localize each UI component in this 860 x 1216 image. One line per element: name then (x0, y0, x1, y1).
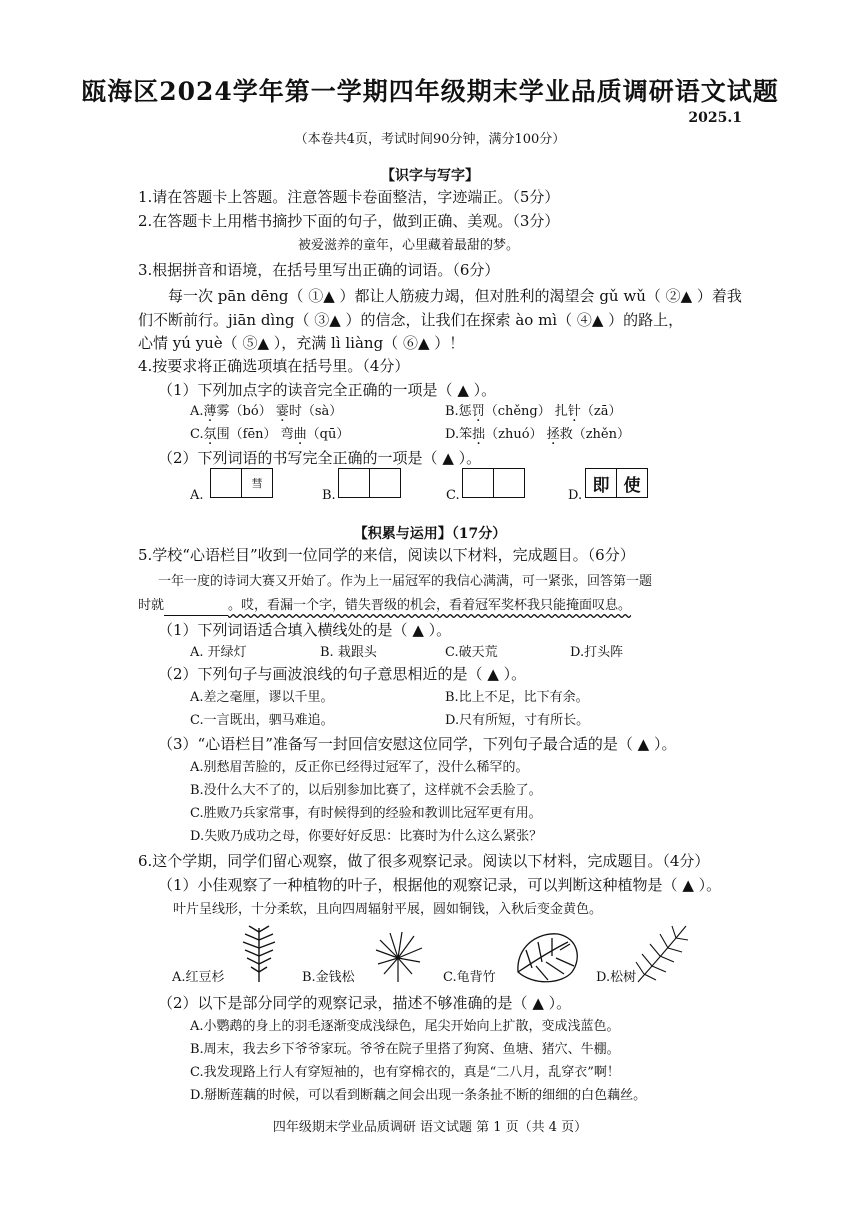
q4-1-option-c: C.氛围（fēn） 弯曲（qū） (190, 427, 350, 442)
box-cell: 彗 (251, 477, 263, 490)
q4-2-box-a (210, 468, 273, 498)
box-cell: 使 (623, 475, 641, 496)
fill-blank (164, 601, 228, 616)
box-cell (339, 469, 370, 497)
q6-1-option-c: C.龟背竹 (443, 970, 496, 985)
q4-2-label-b: B. (322, 488, 336, 503)
q5-2-option-a: A.差之毫厘，谬以千里。 (190, 690, 334, 705)
q6-1-option-d: D.松树 (596, 970, 637, 985)
q4-2-label-d: D. (568, 488, 583, 503)
q5-2-option-b: B.比上不足，比下有余。 (445, 690, 589, 705)
q4-2-box-d (585, 468, 648, 498)
question-4-2: （2）下列词语的书写完全正确的一项是（ ▲ ）。 (158, 449, 482, 467)
question-5: 5.学校“心语栏目”收到一位同学的来信，阅读以下材料，完成题目。（6分） (138, 546, 635, 564)
question-6-1: （1）小佳观察了一种植物的叶子，根据他的观察记录，可以判断这种植物是（ ▲ ）。 (158, 876, 722, 894)
q5-1-option-a: A. 开绿灯 (190, 645, 247, 660)
box-cell (211, 469, 242, 497)
question-2-sentence: 被爱滋养的童年，心里藏着最甜的梦。 (298, 238, 520, 253)
question-4: 4.按要求将正确选项填在括号里。（4分） (138, 357, 410, 375)
question-5-3: （3）“心语栏目”准备写一封回信安慰这位同学，下列句子最合适的是（ ▲ ）。 (158, 735, 677, 753)
monstera-leaf-icon (512, 928, 584, 988)
question-5-1: （1）下列词语适合填入横线处的是（ ▲ ）。 (158, 621, 452, 639)
exam-subtitle: （本卷共4页，考试时间90分钟，满分100分） (294, 132, 566, 147)
q5-1-option-b: B. 栽跟头 (320, 645, 377, 660)
box-cell (370, 469, 400, 497)
wavy-sentence: 。哎，看漏一个字，错失晋级的机会，看着冠军奖杯我只能掩面叹息。 (228, 598, 632, 613)
pine-needle-icon (632, 922, 690, 986)
box-cell: 即 (586, 469, 617, 497)
exam-date: 2025.1 (688, 110, 742, 126)
q5-1-option-d: D.打头阵 (570, 645, 624, 660)
question-6-2: （2）以下是部分同学的观察记录，描述不够准确的是（ ▲ ）。 (158, 994, 572, 1012)
box-cell (494, 469, 524, 497)
q4-2-label-c: C. (446, 488, 460, 503)
q6-2-option-b: B.周末，我去乡下爷爷家玩。爷爷在院子里搭了狗窝、鱼塘、猪穴、牛棚。 (190, 1042, 620, 1057)
q4-2-label-a: A. (190, 488, 204, 503)
q5-1-option-c: C.破天荒 (445, 645, 498, 660)
page-footer: 四年级期末学业品质调研 语文试题 第 1 页（共 4 页） (272, 1120, 588, 1135)
question-5-2: （2）下列句子与画波浪线的句子意思相近的是（ ▲ ）。 (158, 665, 527, 683)
question-5-passage-1: 一年一度的诗词大赛又开始了。作为上一届冠军的我信心满满，可一紧张，回答第一题 (158, 574, 653, 589)
q6-2-option-a: A.小鹦鹉的身上的羽毛逐渐变成浅绿色，尾尖开始向上扩散，变成浅蓝色。 (190, 1019, 620, 1034)
question-2: 2.在答题卡上用楷书摘抄下面的句子，做到正确、美观。（3分） (138, 212, 560, 230)
q6-2-option-c: C.我发现路上行人有穿短袖的，也有穿棉衣的，真是“二八月，乱穿衣”啊！ (190, 1065, 620, 1080)
question-1: 1.请在答题卡上答题。注意答题卡卷面整洁，字迹端正。（5分） (138, 188, 560, 206)
q6-1-option-a: A.红豆杉 (172, 970, 225, 985)
q6-2-option-d: D.掰断莲藕的时候，可以看到断藕之间会出现一条条扯不断的细细的白色藕丝。 (190, 1088, 647, 1103)
question-3-line-2: 们不断前行。jiān dìng（ ③▲ ）的信念，让我们在探索 ào mì（ ④▲ ）的路上， (138, 311, 684, 329)
q5-3-option-b: B.没什么大不了的，以后别参加比赛了，这样就不会丢脸了。 (190, 783, 542, 798)
q4-2-box-b (338, 468, 401, 498)
question-6-1-record: 叶片呈线形，十分柔软，且向四周辐射平展，圆如铜钱，入秋后变金黄色。 (173, 902, 603, 917)
q4-1-option-d: D.笨拙（zhuó） 拯救（zhěn） (445, 427, 630, 442)
q5-3-option-c: C.胜败乃兵家常事，有时候得到的经验和教训比冠军更有用。 (190, 806, 542, 821)
question-3-line-3: 心情 yú yuè（ ⑤▲ ），充满 lì liàng（ ⑥▲ ）！ (138, 334, 465, 352)
section-heading-application: 【积累与运用】（17分） (353, 526, 507, 542)
q5-2-option-c: C.一言既出，驷马难追。 (190, 713, 334, 728)
box-cell (463, 469, 494, 497)
q5-3-option-d: D.失败乃成功之母，你要好好反思：比赛时为什么这么紧张？ (190, 829, 543, 844)
q4-2-box-c (462, 468, 525, 498)
q5-3-option-a: A.别愁眉苦脸的，反正你已经得过冠军了，没什么稀罕的。 (190, 760, 529, 775)
section-heading-literacy: 【识字与写字】 (381, 168, 479, 184)
q4-1-option-a: A.薄雾（bó） 霎时（sà） (190, 404, 343, 419)
q6-1-option-b: B.金钱松 (302, 970, 355, 985)
exam-title: 瓯海区2024学年第一学期四年级期末学业品质调研语文试题 (81, 77, 779, 106)
yew-leaf-icon (235, 922, 283, 984)
question-3: 3.根据拼音和语境，在括号里写出正确的词语。（6分） (138, 261, 500, 279)
q4-1-option-b: B.惩罚（chěng） 扎针（zā） (445, 404, 622, 419)
golden-larch-leaf-icon (372, 930, 424, 984)
question-6: 6.这个学期，同学们留心观察，做了很多观察记录。阅读以下材料，完成题目。（4分） (138, 852, 710, 870)
question-5-passage-2: 时就 。哎，看漏一个字，错失晋级的机会，看着冠军奖杯我只能掩面叹息。 (138, 596, 631, 616)
q5-2-option-d: D.尺有所短，寸有所长。 (445, 713, 590, 728)
question-3-line-1: 每一次 pān dēng（ ①▲ ）都让人筋疲力竭，但对胜利的渴望会 gǔ wǔ（ ②▲ ）着我 (168, 287, 742, 305)
question-4-1: （1）下列加点字的读音完全正确的一项是（ ▲ ）。 (158, 381, 497, 399)
